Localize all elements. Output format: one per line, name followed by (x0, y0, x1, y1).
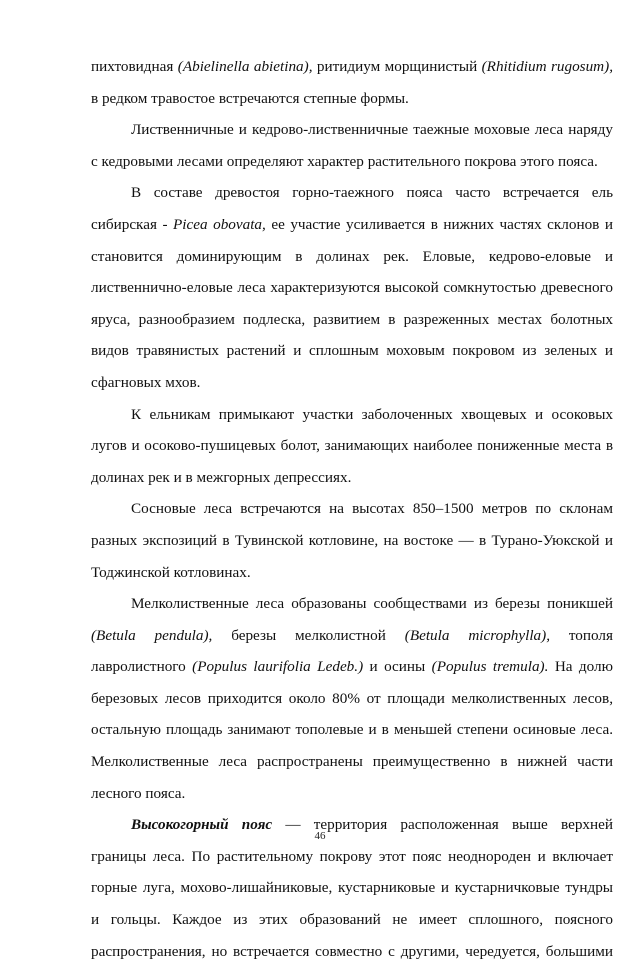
paragraph (91, 51, 613, 114)
page-number: 46 (314, 830, 326, 842)
paragraph-text: Мелколиственные леса образованы сообществами из березы поникшей (131, 595, 613, 613)
latin-name-text: (Abielinella abietina), (177, 58, 313, 75)
paragraph (91, 177, 613, 398)
paragraph-text: ее участие усиливается в нижних частях склонов и становится доминирующим в долинах рек. Еловые, кедрово-еловые и лиственнично-еловые леса характеризуются высокой сомкнутостью древесного яруса, разнообразием подлеска, развитием в разреженных местах болотных видов травянистых растений и сплошным моховым покровом из зеленых и сфагновых мхов. (91, 215, 613, 391)
term-heading: Высокогорный пояс (131, 816, 273, 834)
paragraph-text: Сосновые леса встречаются на высотах 850–1500 метров по склонам разных экспозиций в Тувинской котловине, на востоке — в Турано-Уюкской и Тоджинской котловинах. (91, 500, 613, 581)
paragraph (91, 493, 613, 588)
paragraph (91, 114, 613, 177)
latin-name-text: (Betula pendula), (91, 626, 213, 644)
paragraph-text: Лиственничные и кедрово-лиственничные таежные моховые леса наряду с кедровыми лесами определяют характер растительного покрова этого пояса. (91, 121, 613, 170)
paragraph-text: На долю березовых лесов приходится около 80% от площади мелколиственных лесов, остальную площадь занимают тополевые и в меньшей степени осиновые леса. Мелколиственные леса распространены преимущественно в нижней части лесного пояса. (91, 658, 613, 802)
paragraph-text: в редком травостое встречаются степные формы. (91, 89, 409, 107)
paragraph (91, 399, 613, 494)
paragraph-text: — территория расположенная выше верхней границы леса. По растительному покрову этот пояс неоднороден и включает горные луга, мохово-лишайниковые, кустарниковые и кустарничковые тундры и гольцы. Каждое из этих образований не имеет сплошного, поясного распространения, но встречается совместно с другими, чередуется, большими (91, 816, 614, 960)
paragraph-text: березы мелколистной (212, 626, 405, 644)
latin-name-text: (Betula microphylla), (404, 626, 551, 644)
paragraph-text: ритидиум морщинистый (312, 58, 482, 75)
paragraph-text: пихтовидная (91, 58, 178, 75)
paragraph-text: В составе древостоя горно-таежного пояса часто встречается ель сибирская - (91, 184, 613, 233)
paragraph-text: и осины (363, 658, 432, 676)
latin-name-text: Picea obovata, (173, 215, 266, 233)
latin-name-text: (Populus tremula). (431, 658, 549, 676)
paragraph-text: тополя лавролистного (91, 626, 613, 676)
paragraph-text: К ельникам примыкают участки заболоченных хвощевых и осоковых лугов и осоково-пушицевых болот, занимающих наиболее пониженные места в долинах рек и в межгорных депрессиях. (91, 405, 613, 486)
paragraph (91, 588, 613, 809)
latin-name-text: (Rhitidium rugosum), (481, 58, 613, 75)
latin-name-text: (Populus laurifolia Ledeb.) (192, 658, 364, 676)
